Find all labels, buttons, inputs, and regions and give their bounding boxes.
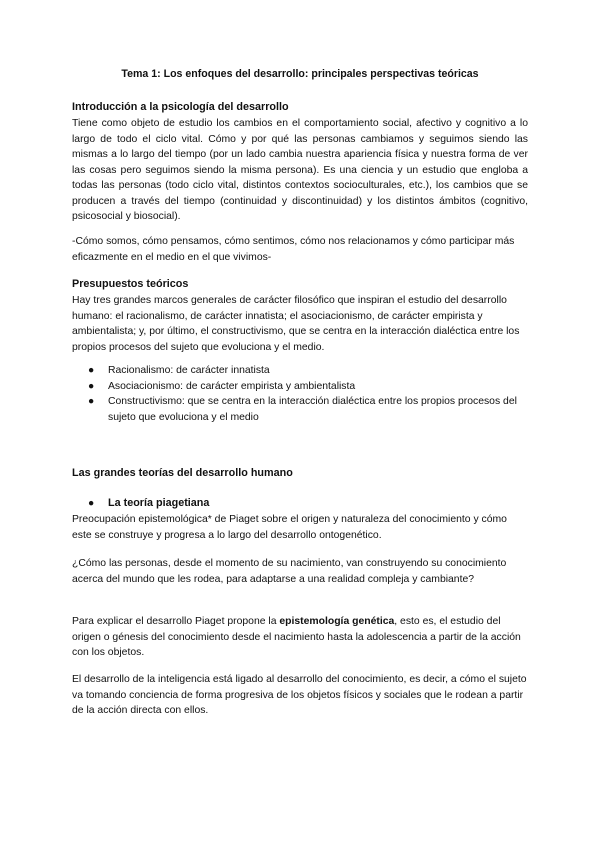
teorias-heading: Las grandes teorías del desarrollo humano	[72, 467, 293, 479]
intro-quote: -Cómo somos, cómo pensamos, cómo sentimos, cómo nos relacionamos y cómo participar más eficazmente en el medio en el que vivimos-	[72, 236, 515, 263]
list-item	[72, 496, 528, 512]
bullet-icon: ●	[88, 498, 95, 509]
list-item-text: Asociacionismo: de carácter empirista y ambientalista	[108, 380, 356, 392]
p3-text-before: Para explicar el desarrollo Piaget propone la	[72, 616, 280, 627]
list-item	[72, 379, 528, 395]
page-title: Tema 1: Los enfoques del desarrollo: principales perspectivas teóricas	[121, 68, 479, 80]
list-item-text: Constructivismo: que se centra en la interacción dialéctica entre los propios procesos del sujeto que evoluciona y el medio	[108, 396, 517, 423]
piaget-paragraph-2: ¿Cómo las personas, desde el momento de su nacimiento, van construyendo su conocimiento acerca del mundo que les rodea, para adaptarse a una realidad compleja y cambiante?	[72, 558, 507, 585]
intro-paragraph: Tiene como objeto de estudio los cambios en el comportamiento social, afectivo y cognitivo a lo largo de todo el ciclo vital. Cómo y por qué las personas cambiamos y seguimos siendo las mismas a lo largo del tiempo (por un lado cambia nuestra apariencia física y nuestra forma de ver las cosas pero seguimos siendo la misma persona). Es una ciencia y un estudio que engloba a todas las personas (todo ciclo vital, distintos contextos socioculturales, etc.), los cambios que se producen a través del tiempo (continuidad y discontinuidad) y los distintos ámbitos (cognitivo, psicosocial y biosocial).	[72, 118, 528, 222]
piaget-paragraph-3	[72, 614, 528, 661]
p3-text-after: , esto es, el estudio del origen o génesis del conocimiento desde el nacimiento hasta la adolescencia a partir de la acción con los objetos.	[72, 616, 521, 658]
list-item-text: Racionalismo: de carácter innatista	[108, 365, 270, 376]
epistemologia-genetica-term: epistemología genética	[279, 616, 395, 627]
marcos-list	[72, 363, 528, 425]
presupuestos-paragraph: Hay tres grandes marcos generales de carácter filosófico que inspiran el estudio del desarrollo humano: el racionalismo, de carácter innatista; el asociacionismo, de carácter empirista y ambientalista; y, por último, el constructivismo, que se centra en la interacción dialéctica entre los propios procesos del sujeto que evoluciona y el medio.	[72, 295, 520, 353]
piaget-heading: La teoría piagetiana	[108, 497, 210, 509]
piaget-paragraph-1: Preocupación epistemológica* de Piaget sobre el origen y naturaleza del conocimiento y cómo este se construye y progresa a lo largo del desarrollo ontogenético.	[72, 514, 507, 541]
list-item	[72, 394, 528, 425]
bullet-icon: ●	[88, 380, 95, 392]
bullet-icon: ●	[88, 365, 95, 376]
bullet-icon: ●	[88, 396, 95, 407]
presupuestos-heading: Presupuestos teóricos	[72, 278, 189, 290]
piaget-list	[72, 496, 528, 512]
intro-heading: Introducción a la psicología del desarrollo	[72, 101, 289, 113]
piaget-paragraph-4: El desarrollo de la inteligencia está ligado al desarrollo del conocimiento, es decir, a cómo el sujeto va tomando conciencia de forma progresiva de los objetos físicos y sociales que le rodean a partir de la acción directa con ellos.	[72, 674, 527, 716]
list-item	[72, 363, 528, 379]
